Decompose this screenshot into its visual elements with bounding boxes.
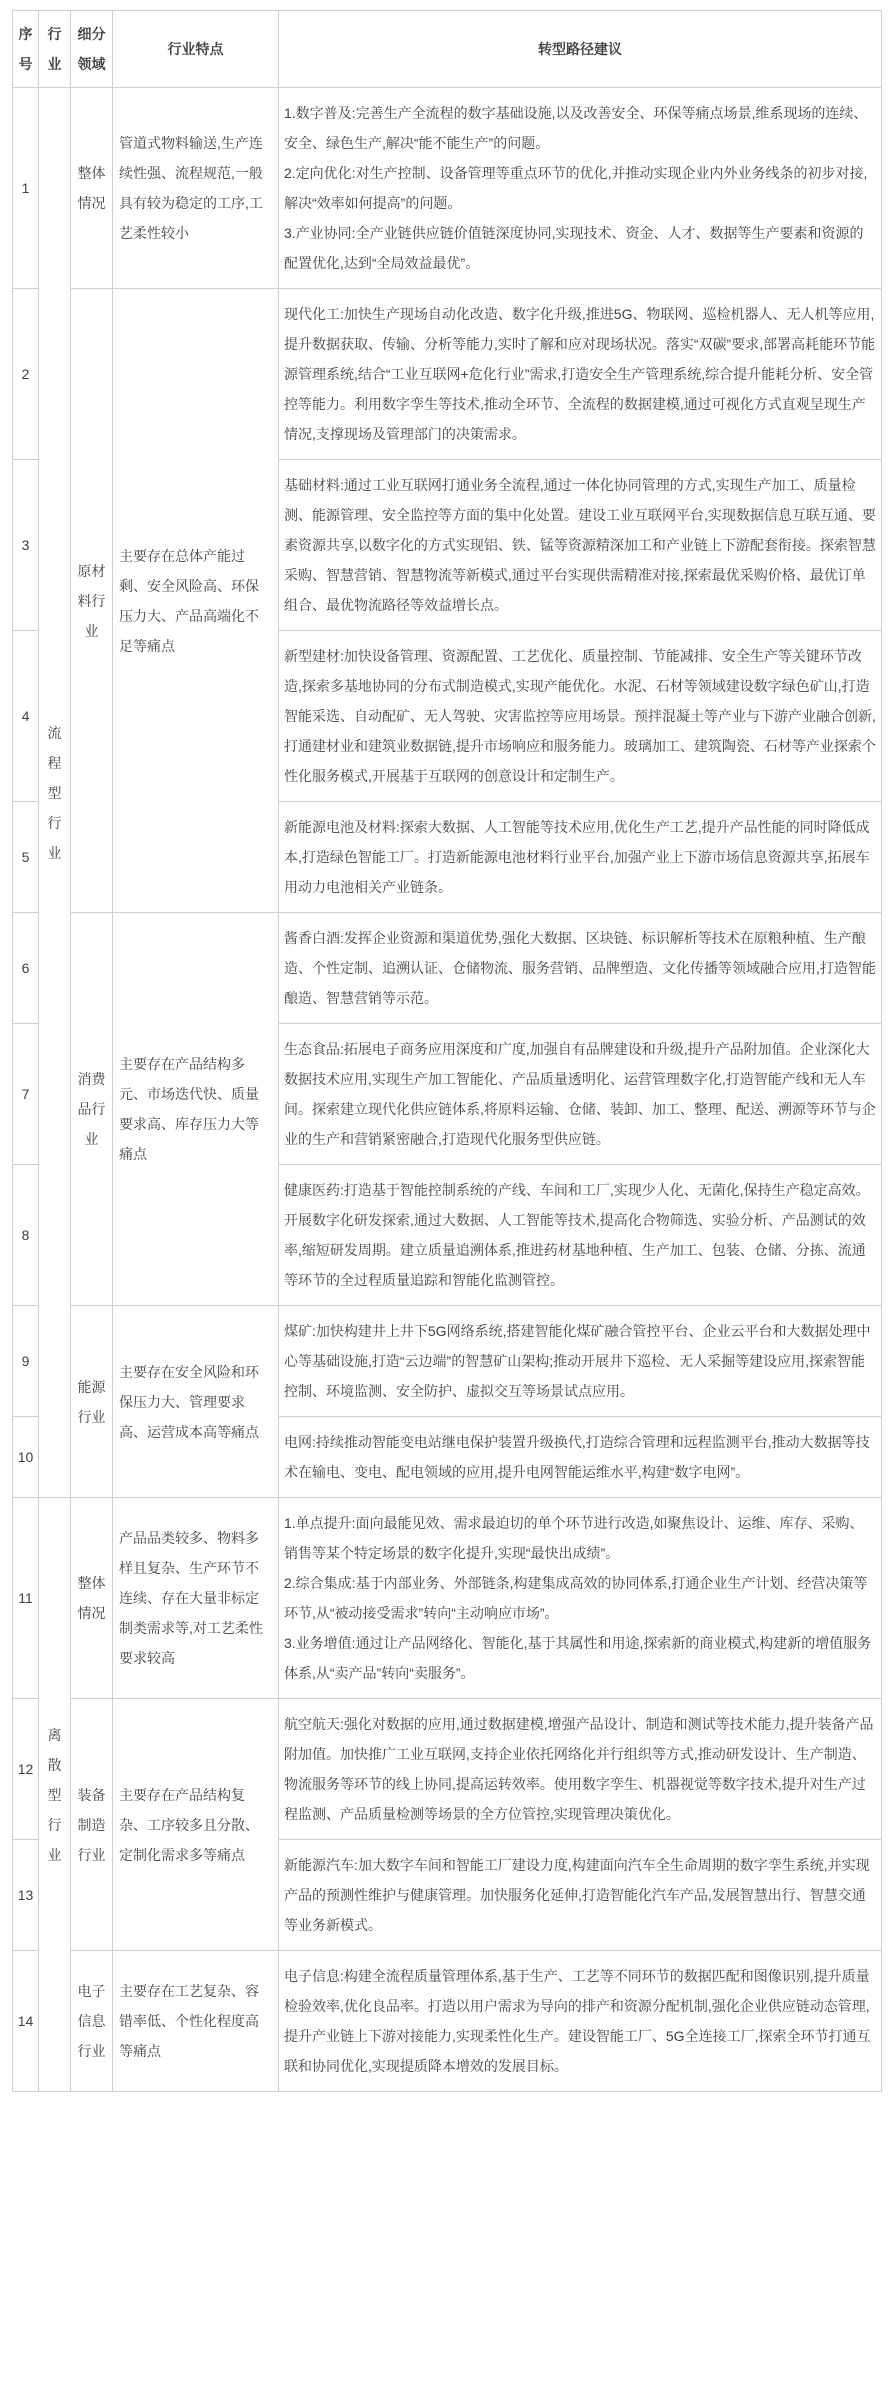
segment-cell: 整体情况 — [71, 1498, 113, 1699]
table-row — [13, 289, 882, 460]
path-cell: 1.单点提升:面向最能见效、需求最迫切的单个环节进行改造,如聚焦设计、运维、库存、采购、销售等某个特定场景的数字化提升,实现“最快出成绩”。 2.综合集成:基于内部业务、外部链条,构建集成高效的协同体系,打通企业生产计划、经营决策等环节,从“被动接受需求”转向“主动响应市场”。 3.业务增值:通过让产品网络化、智能化,基于其属性和用途,探索新的商业模式,构建新的增值服务体系,从“卖产品”转向“卖服务”。 — [279, 1498, 882, 1699]
row-number: 13 — [13, 1840, 39, 1951]
segment-cell: 电子信息行业 — [71, 1951, 113, 2092]
header-segment: 细分领域 — [71, 11, 113, 88]
row-number: 4 — [13, 631, 39, 802]
traits-cell: 主要存在工艺复杂、容错率低、个性化程度高等痛点 — [113, 1951, 279, 2092]
row-number: 10 — [13, 1417, 39, 1498]
traits-cell: 主要存在安全风险和环保压力大、管理要求高、运营成本高等痛点 — [113, 1306, 279, 1498]
path-cell: 煤矿:加快构建井上井下5G网络系统,搭建智能化煤矿融合管控平台、企业云平台和大数据处理中心等基础设施,打造“云边端”的智慧矿山架构;推动开展井下巡检、无人采掘等建设应用,探索智能控制、环境监测、安全防护、虚拟交互等场景试点应用。 — [279, 1306, 882, 1417]
industry-cell-discrete: 离散型行业 — [39, 1498, 71, 2092]
path-cell: 酱香白酒:发挥企业资源和渠道优势,强化大数据、区块链、标识解析等技术在原粮种植、生产酿造、个性定制、追溯认证、仓储物流、服务营销、品牌塑造、文化传播等领域融合应用,打造智能酿造、智慧营销等示范。 — [279, 913, 882, 1024]
path-cell: 电网:持续推动智能变电站继电保护装置升级换代,打造综合管理和远程监测平台,推动大数据等技术在输电、变电、配电领域的应用,提升电网智能运维水平,构建“数字电网”。 — [279, 1417, 882, 1498]
path-cell: 健康医药:打造基于智能控制系统的产线、车间和工厂,实现少人化、无菌化,保持生产稳定高效。开展数字化研发探索,通过大数据、人工智能等技术,提高化合物筛选、实验分析、产品测试的效率,缩短研发周期。建立质量追溯体系,推进药材基地种植、生产加工、包装、仓储、分拣、流通等环节的全过程质量追踪和智能化监测管控。 — [279, 1165, 882, 1306]
path-cell: 1.数字普及:完善生产全流程的数字基础设施,以及改善安全、环保等痛点场景,维系现场的连续、安全、绿色生产,解决“能不能生产”的问题。 2.定向优化:对生产控制、设备管理等重点环节的优化,并推动实现企业内外业务线条的初步对接,解决“效率如何提高”的问题。 3.产业协同:全产业链供应链价值链深度协同,实现技术、资金、人才、数据等生产要素和资源的配置优化,达到“全局效益最优”。 — [279, 88, 882, 289]
industry-transformation-table — [12, 10, 882, 2092]
table-row — [13, 1498, 882, 1699]
path-cell: 现代化工:加快生产现场自动化改造、数字化升级,推进5G、物联网、巡检机器人、无人机等应用,提升数据获取、传输、分析等能力,实时了解和应对现场状况。落实“双碳”要求,部署高耗能环节能源管理系统,结合“工业互联网+危化行业”需求,打造安全生产管理系统,综合提升能耗分析、安全管控等能力。利用数字孪生等技术,推动全环节、全流程的数据建模,通过可视化方式直观呈现生产情况,支撑现场及管理部门的决策需求。 — [279, 289, 882, 460]
path-cell: 新型建材:加快设备管理、资源配置、工艺优化、质量控制、节能减排、安全生产等关键环节改造,探索多基地协同的分布式制造模式,实现产能优化。水泥、石材等领域建设数字绿色矿山,打造智能采选、自动配矿、无人驾驶、灾害监控等应用场景。预拌混凝土等产业与下游产业融合创新,打通建材业和建筑业数据链,提升市场响应和服务能力。玻璃加工、建筑陶瓷、石材等产业探索个性化服务模式,开展基于互联网的创意设计和定制生产。 — [279, 631, 882, 802]
traits-cell: 主要存在产品结构多元、市场迭代快、质量要求高、库存压力大等痛点 — [113, 913, 279, 1306]
traits-cell: 主要存在产品结构复杂、工序较多且分散、定制化需求多等痛点 — [113, 1699, 279, 1951]
segment-cell: 原材料行业 — [71, 289, 113, 913]
table-row — [13, 88, 882, 289]
industry-cell-process: 流程型行业 — [39, 88, 71, 1498]
row-number: 2 — [13, 289, 39, 460]
table-row — [13, 1306, 882, 1417]
header-no: 序号 — [13, 11, 39, 88]
row-number: 7 — [13, 1024, 39, 1165]
path-cell: 基础材料:通过工业互联网打通业务全流程,通过一体化协同管理的方式,实现生产加工、质量检测、能源管理、安全监控等方面的集中化处置。建设工业互联网平台,实现数据信息互联互通、要素资源共享,以数字化的方式实现铝、铁、锰等资源精深加工和产业链上下游配套衔接。探索智慧采购、智慧营销、智慧物流等新模式,通过平台实现供需精准对接,探索最优采购价格、最优订单组合、最优物流路径等效益增长点。 — [279, 460, 882, 631]
header-path: 转型路径建议 — [279, 11, 882, 88]
row-number: 8 — [13, 1165, 39, 1306]
row-number: 11 — [13, 1498, 39, 1699]
traits-cell: 产品品类较多、物料多样且复杂、生产环节不连续、存在大量非标定制类需求等,对工艺柔性要求较高 — [113, 1498, 279, 1699]
segment-cell: 装备制造行业 — [71, 1699, 113, 1951]
row-number: 6 — [13, 913, 39, 1024]
table-row — [13, 913, 882, 1024]
segment-cell: 整体情况 — [71, 88, 113, 289]
path-cell: 生态食品:拓展电子商务应用深度和广度,加强自有品牌建设和升级,提升产品附加值。企业深化大数据技术应用,实现生产加工智能化、产品质量透明化、运营管理数字化,打造智能产线和无人车间。探索建立现代化供应链体系,将原料运输、仓储、装卸、加工、整理、配送、溯源等环节与企业的生产和营销紧密融合,打造现代化服务型供应链。 — [279, 1024, 882, 1165]
segment-cell: 能源行业 — [71, 1306, 113, 1498]
header-row — [13, 11, 882, 88]
row-number: 9 — [13, 1306, 39, 1417]
path-cell: 新能源汽车:加大数字车间和智能工厂建设力度,构建面向汽车全生命周期的数字孪生系统,并实现产品的预测性维护与健康管理。加快服务化延伸,打造智能化汽车产品,发展智慧出行、智慧交通等业务新模式。 — [279, 1840, 882, 1951]
path-cell: 电子信息:构建全流程质量管理体系,基于生产、工艺等不同环节的数据匹配和图像识别,提升质量检验效率,优化良品率。打造以用户需求为导向的排产和资源分配机制,强化企业供应链动态管理,提升产业链上下游对接能力,实现柔性化生产。建设智能工厂、5G全连接工厂,探索全环节打通互联和协同优化,实现提质降本增效的发展目标。 — [279, 1951, 882, 2092]
traits-cell: 管道式物料输送,生产连续性强、流程规范,一般具有较为稳定的工序,工艺柔性较小 — [113, 88, 279, 289]
header-traits: 行业特点 — [113, 11, 279, 88]
header-industry: 行业 — [39, 11, 71, 88]
row-number: 3 — [13, 460, 39, 631]
row-number: 1 — [13, 88, 39, 289]
path-cell: 新能源电池及材料:探索大数据、人工智能等技术应用,优化生产工艺,提升产品性能的同时降低成本,打造绿色智能工厂。打造新能源电池材料行业平台,加强产业上下游市场信息资源共享,拓展车用动力电池相关产业链条。 — [279, 802, 882, 913]
traits-cell: 主要存在总体产能过剩、安全风险高、环保压力大、产品高端化不足等痛点 — [113, 289, 279, 913]
table-row — [13, 1951, 882, 2092]
segment-cell: 消费品行业 — [71, 913, 113, 1306]
row-number: 12 — [13, 1699, 39, 1840]
path-cell: 航空航天:强化对数据的应用,通过数据建模,增强产品设计、制造和测试等技术能力,提升装备产品附加值。加快推广工业互联网,支持企业依托网络化并行组织等方式,推动研发设计、生产制造、物流服务等环节的线上协同,提高运转效率。使用数字孪生、机器视觉等数字技术,提升对生产过程监测、产品质量检测等场景的全方位管控,实现管理决策优化。 — [279, 1699, 882, 1840]
table-row — [13, 1699, 882, 1840]
row-number: 14 — [13, 1951, 39, 2092]
row-number: 5 — [13, 802, 39, 913]
